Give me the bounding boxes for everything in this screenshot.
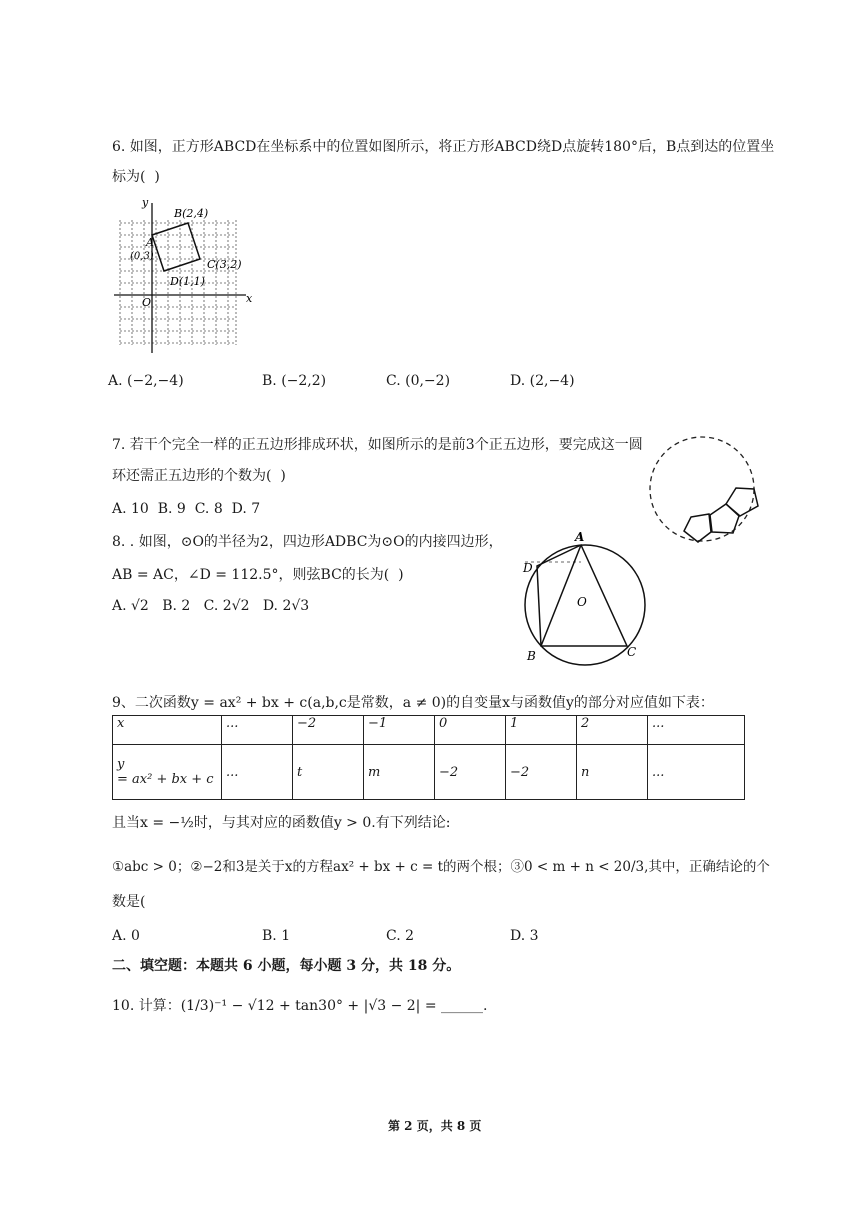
q7-stem-line2: 环还需正五边形的个数为( )	[112, 468, 286, 484]
q8-options: A. √2 B. 2 C. 2√2 D. 2√3	[112, 598, 310, 614]
table-cell: 2	[577, 716, 648, 745]
q9-value-table	[112, 715, 745, 800]
row-label-y: y	[117, 757, 125, 772]
q6-option-d: D. (2,−4)	[510, 373, 575, 389]
q9-option-d: D. 3	[510, 928, 539, 944]
q6-option-c: C. (0,−2)	[386, 373, 451, 389]
origin-label: O	[142, 296, 152, 309]
q6-stem-line1: 6. 如图，正方形ABCD在坐标系中的位置如图所示，将正方形ABCD绕D点旋转180°后，B点到达的位置坐	[112, 139, 775, 155]
table-cell: ...	[648, 745, 745, 800]
point-a-coord: (0,3)	[130, 251, 154, 262]
point-d-label: D	[523, 561, 533, 575]
table-cell: m	[364, 745, 435, 800]
q9-option-c: C. 2	[386, 928, 415, 944]
point-b-label: B	[527, 649, 536, 663]
table-cell: n	[577, 745, 648, 800]
center-o-label: O	[577, 595, 587, 609]
q10-stem: 10. 计算：(1/3)⁻¹ − √12 + tan30° + |√3 − 2| = ______.	[112, 998, 488, 1014]
table-cell: ...	[222, 716, 293, 745]
q9-condition: 且当x = −½时，与其对应的函数值y > 0.有下列结论:	[112, 815, 451, 831]
q8-stem-line1: 8. . 如图，⊙O的半径为2，四边形ADBC为⊙O的内接四边形，	[112, 534, 503, 550]
q7-options: A. 10 B. 9 C. 8 D. 7	[112, 501, 261, 517]
table-row	[113, 745, 745, 800]
table-cell: −2	[293, 716, 364, 745]
q7-stem-line1: 7. 若干个完全一样的正五边形排成环状，如图所示的是前3个正五边形，要完成这一圆	[112, 437, 643, 453]
q9-option-a: A. 0	[112, 928, 140, 944]
table-row	[113, 716, 745, 745]
q8-figure-inscribed-quadrilateral	[515, 528, 665, 668]
point-c-label: C	[627, 645, 637, 659]
table-cell: 1	[506, 716, 577, 745]
table-cell-label	[113, 745, 222, 800]
point-b-label: B(2,4)	[174, 207, 209, 220]
point-a-label: A	[575, 530, 585, 544]
q9-option-b: B. 1	[262, 928, 291, 944]
table-cell: ...	[222, 745, 293, 800]
q6-stem-line2: 标为( )	[112, 169, 160, 185]
page-footer: 第 2 页，共 8 页	[388, 1119, 482, 1133]
table-cell: −2	[435, 745, 506, 800]
section-heading-fill-in: 二、填空题：本题共 6 小题，每小题 3 分，共 18 分。	[112, 958, 461, 974]
table-cell: −1	[364, 716, 435, 745]
table-cell: 0	[435, 716, 506, 745]
y-axis-label: y	[142, 196, 149, 209]
q8-stem-line2: AB = AC，∠D = 112.5°，则弦BC的长为( )	[112, 567, 404, 583]
q9-conclusions-line2: 数是(	[112, 894, 146, 910]
x-axis-label: x	[246, 292, 253, 305]
table-cell: ...	[648, 716, 745, 745]
table-cell: t	[293, 745, 364, 800]
point-d-label: D(1,1)	[170, 275, 205, 288]
q6-option-b: B. (−2,2)	[262, 373, 327, 389]
q6-figure-coordinate-grid	[112, 195, 262, 355]
point-c-label: C(3,2)	[207, 258, 242, 271]
table-cell: x	[113, 716, 222, 745]
q9-conclusions: ①abc > 0；②−2和3是关于x的方程ax² + bx + c = t的两个根；③0 < m + n < 20/3,其中，正确结论的个	[112, 859, 770, 875]
q9-stem: 9、二次函数y = ax² + bx + c(a,b,c是常数，a ≠ 0)的自变量x与函数值y的部分对应值如下表：	[112, 695, 714, 711]
row-label-expr: = ax² + bx + c	[117, 772, 214, 787]
q6-option-a: A. (−2,−4)	[108, 373, 184, 389]
point-a-label: A	[146, 236, 154, 249]
table-cell: −2	[506, 745, 577, 800]
